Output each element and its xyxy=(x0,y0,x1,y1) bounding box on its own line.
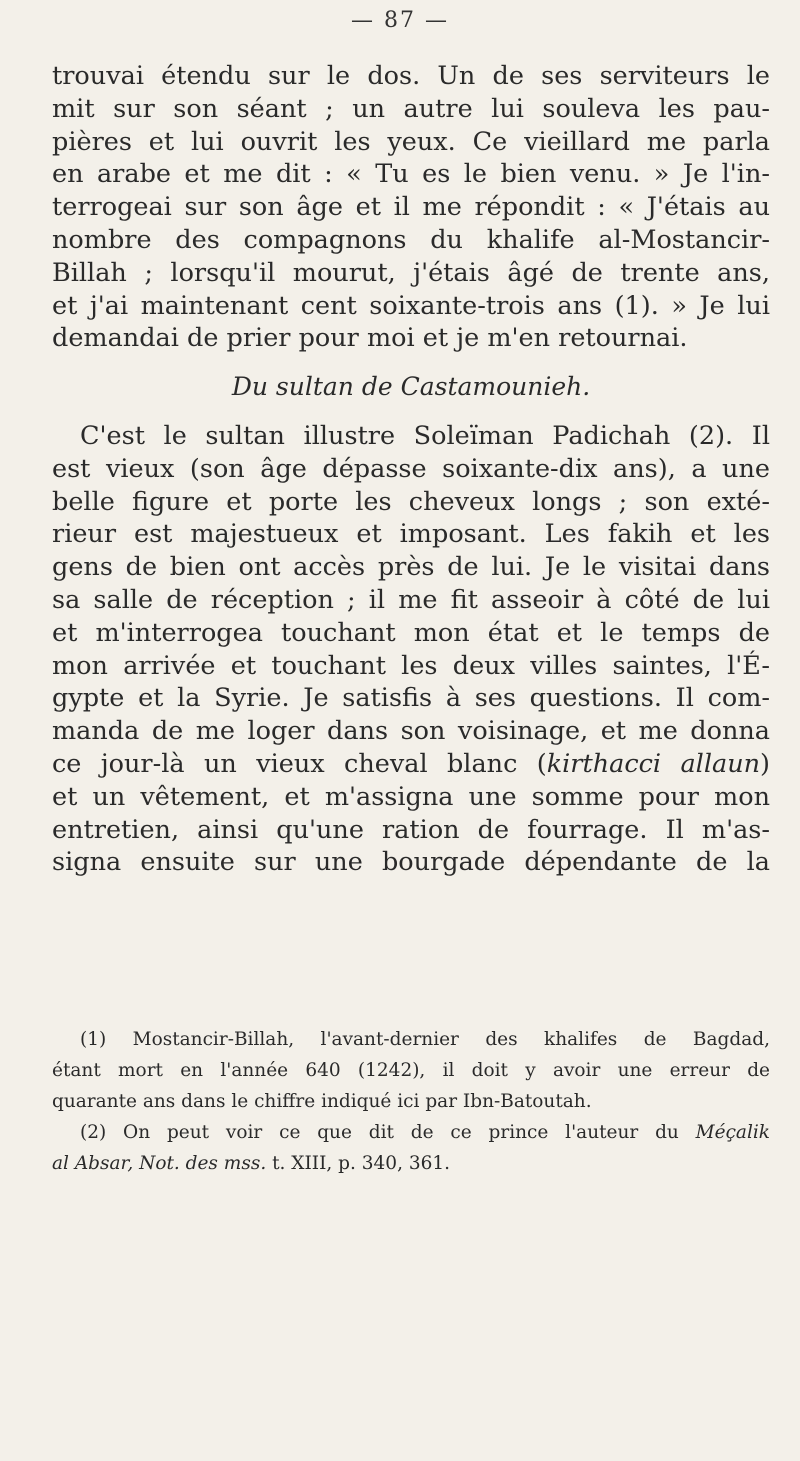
footnote-segment: (2) On peut voir ce que dit de ce prince l'auteur du xyxy=(80,1122,696,1143)
footnote-line: quarante ans dans le chiffre indiqué ici par Ibn-Batoutah. xyxy=(52,1091,592,1112)
text-line: signa ensuite sur une bourgade dépendante de la xyxy=(52,847,770,878)
text-line: en arabe et me dit : « Tu es le bien venu. » Je l'in- xyxy=(52,159,770,190)
page-number: — 87 — xyxy=(351,8,449,33)
text-line: rieur est majestueux et imposant. Les fakih et les xyxy=(52,519,770,550)
text-line: gypte et la Syrie. Je satisfis à ses questions. Il com- xyxy=(52,683,770,714)
text-line: et un vêtement, et m'assigna une somme pour mon xyxy=(52,781,770,812)
text-line: mit sur son séant ; un autre lui souleva les pau- xyxy=(52,93,770,124)
text-line: terrogeai sur son âge et il me répondit : « J'étais au xyxy=(52,192,770,223)
footnote-italic: al Absar, Not. des mss. xyxy=(52,1153,267,1174)
text-line: belle figure et porte les cheveux longs ; son exté- xyxy=(52,486,770,517)
text-line: sa salle de réception ; il me fit asseoir à côté de lui xyxy=(52,584,770,615)
footnote-line xyxy=(52,1117,770,1148)
text-line: gens de bien ont accès près de lui. Je le visitai dans xyxy=(52,552,770,583)
footnote-line: étant mort en l'année 640 (1242), il doit y avoir une erreur de xyxy=(52,1060,770,1081)
section-heading: Du sultan de Castamounieh. xyxy=(231,372,591,402)
footnote-line: (1) Mostancir-Billah, l'avant-dernier des khalifes de Bagdad, xyxy=(80,1029,770,1050)
text-line: mon arrivée et touchant les deux villes saintes, l'É- xyxy=(52,650,770,681)
footnote-line xyxy=(52,1148,770,1179)
text-line: nombre des compagnons du khalife al-Mostancir- xyxy=(52,224,770,255)
footnote-italic: Méçalik xyxy=(695,1122,770,1143)
footnote-segment: t. XIII, p. 340, 361. xyxy=(266,1153,451,1174)
text-line: est vieux (son âge dépasse soixante-dix ans), a une xyxy=(52,453,770,484)
text-line: C'est le sultan illustre Soleïman Padichah (2). Il xyxy=(80,420,770,451)
paragraph-2 xyxy=(52,420,770,879)
paragraph-1 xyxy=(52,60,770,355)
text-line: entretien, ainsi qu'une ration de fourrage. Il m'as- xyxy=(52,814,770,845)
text-line-with-italic xyxy=(52,748,770,781)
text-line: demandai de prier pour moi et je m'en retournai. xyxy=(52,323,688,354)
main-text xyxy=(52,60,770,879)
text-line: trouvai étendu sur le dos. Un de ses serviteurs le xyxy=(52,61,770,91)
text-line: et m'interrogea touchant mon état et le temps de xyxy=(52,617,770,648)
italic-term: kirthacci allaun xyxy=(546,748,761,779)
text-line: Billah ; lorsqu'il mourut, j'étais âgé de trente ans, xyxy=(52,257,770,288)
text-line: et j'ai maintenant cent soixante-trois ans (1). » Je lui xyxy=(52,290,770,321)
text-line: pières et lui ouvrit les yeux. Ce vieillard me parla xyxy=(52,126,770,157)
footnotes xyxy=(52,1024,770,1179)
text-segment: ) xyxy=(760,748,770,779)
text-line: manda de me loger dans son voisinage, et me donna xyxy=(52,716,770,747)
text-segment: ce jour-là un vieux cheval blanc ( xyxy=(52,748,547,779)
